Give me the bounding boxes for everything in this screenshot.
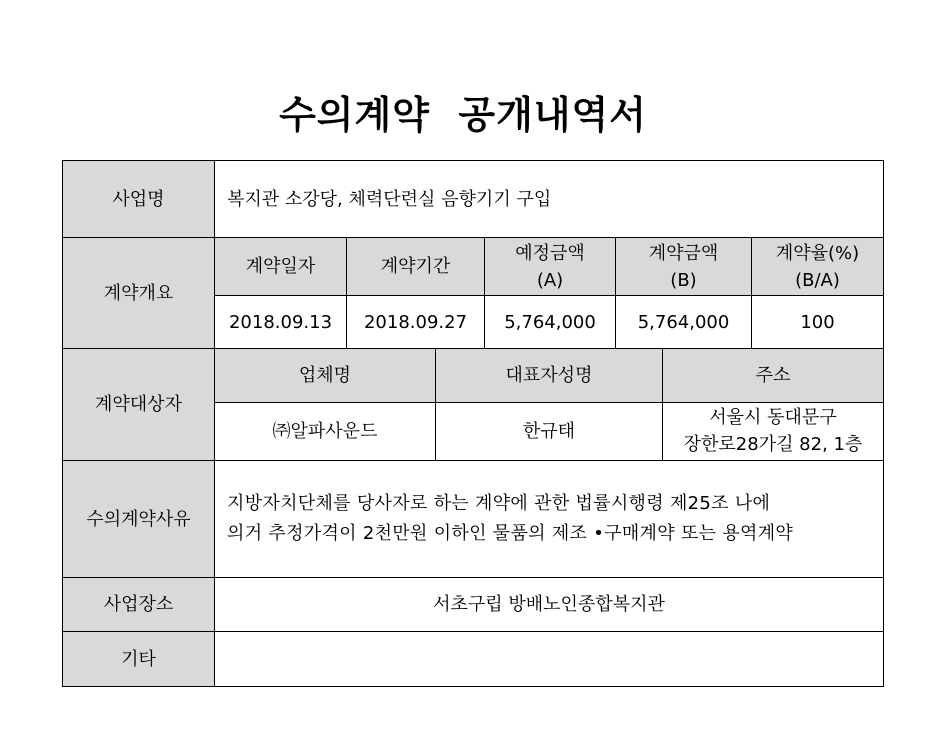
header-estimated-amount-line2: (A) — [536, 269, 564, 291]
value-contract-period: 2018.09.27 — [363, 311, 468, 333]
grid-line-row-3 — [63, 460, 884, 461]
reason-line-1: 지방자치단체를 당사자로 하는 계약에 관한 법률시행령 제25조 나에 — [227, 493, 771, 515]
grid-line-counterparty-mid — [215, 402, 884, 403]
label-location: 사업장소 — [63, 578, 214, 631]
value-representative: 한규태 — [522, 421, 576, 442]
header-contract-amount-line2: (B) — [670, 269, 697, 291]
location-value: 서초구립 방배노인종합복지관 — [433, 594, 665, 615]
value-contract-date: 2018.09.13 — [228, 311, 333, 333]
reason-value — [215, 461, 883, 577]
other-value — [215, 632, 883, 686]
grid-line-counterparty-col-1 — [435, 349, 436, 460]
header-estimated-amount — [485, 238, 615, 295]
header-contract-date: 계약일자 — [215, 238, 346, 295]
label-reason: 수의계약사유 — [63, 461, 214, 577]
grid-line-row-1 — [63, 237, 884, 238]
grid-line-counterparty-col-2 — [662, 349, 663, 460]
header-company: 업체명 — [215, 349, 435, 402]
header-estimated-amount-line1: 예정금액 — [515, 242, 585, 264]
reason-line-2: 의거 추정가격이 2천만원 이하인 물품의 제조 •구매계약 또는 용역계약 — [227, 523, 794, 544]
header-contract-period: 계약기간 — [347, 238, 484, 295]
grid-line-summary-col-4 — [751, 238, 752, 348]
grid-line-summary-col-2 — [484, 238, 485, 348]
label-counterparty: 계약대상자 — [63, 349, 214, 460]
label-other: 기타 — [63, 632, 214, 686]
value-contract-rate: 100 — [800, 311, 835, 333]
grid-line-row-4 — [63, 577, 884, 578]
value-address-line1: 서울시 동대문구 — [709, 407, 837, 429]
header-contract-rate-line2: (B/A) — [795, 269, 840, 291]
header-contract-rate — [752, 238, 883, 295]
label-contract-summary: 계약개요 — [63, 238, 214, 348]
header-contract-rate-line1: 계약율(%) — [775, 242, 860, 264]
value-address-line2: 장한로28가길 82, 1층 — [683, 433, 863, 455]
grid-line-row-2 — [63, 348, 884, 349]
grid-line-summary-col-3 — [615, 238, 616, 348]
page-title: 수의계약 공개내역서 — [279, 93, 647, 137]
business-name-value: 복지관 소강당, 체력단련실 음향기기 구입 — [227, 188, 552, 210]
header-contract-amount — [616, 238, 751, 295]
header-address: 주소 — [663, 349, 883, 402]
grid-line-summary-col-1 — [346, 238, 347, 348]
header-representative: 대표자성명 — [436, 349, 662, 402]
grid-line-row-5 — [63, 631, 884, 632]
header-contract-amount-line1: 계약금액 — [648, 242, 719, 264]
grid-line-label-column — [214, 161, 215, 686]
value-address — [663, 403, 883, 460]
label-business-name: 사업명 — [63, 161, 214, 237]
grid-line-summary-mid — [215, 295, 884, 296]
value-company: ㈜알파사운드 — [272, 421, 378, 442]
value-contract-amount: 5,764,000 — [637, 311, 730, 333]
value-estimated-amount: 5,764,000 — [504, 311, 596, 333]
